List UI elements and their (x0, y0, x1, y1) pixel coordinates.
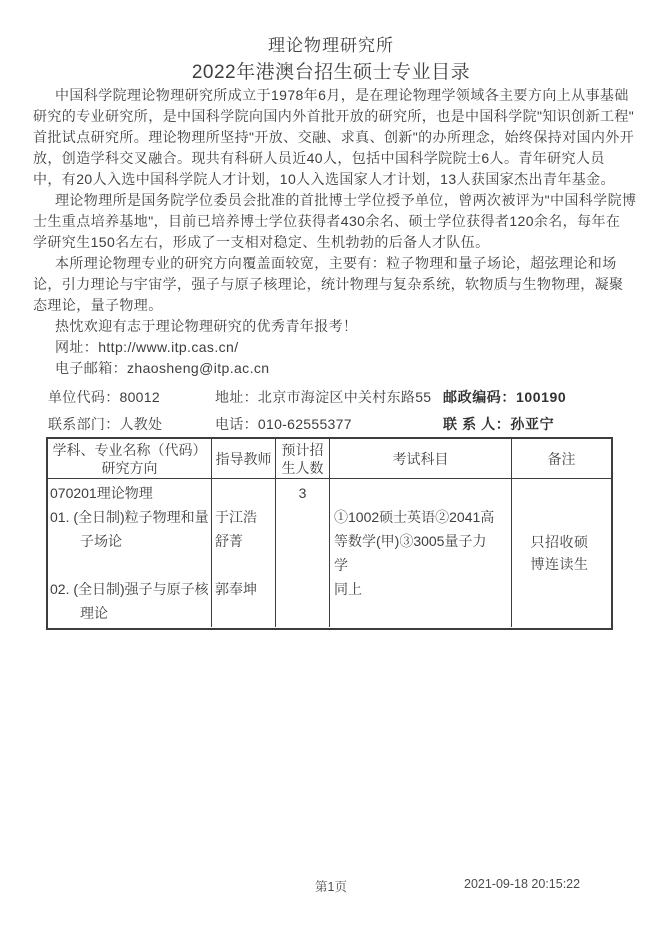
advisor-name: 于江浩 (215, 509, 257, 525)
address: 地址：北京市海淀区中关村东路55 (215, 389, 432, 405)
spacer-line (334, 481, 511, 505)
intro-line: 理论物理所是国务院学位委员会批准的首批博士学位授予单位，曾两次被评为"中国科学院博 (55, 192, 637, 208)
direction-02-wrap: 理论 (80, 605, 108, 621)
footer-page-number: 第1页 (315, 880, 347, 894)
header-advisor (212, 439, 276, 478)
intro-line: 本所理论物理专业的研究方向覆盖面较宽，主要有：粒子物理和量子场论，超弦理论和场 (55, 255, 617, 271)
intro-line: 首批试点研究所。理论物理所坚持"开放、交融、求真、创新"的办所理念，始终保持对国内外开 (33, 129, 635, 145)
exam-subjects-line: ①1002硕士英语②2041高 (334, 509, 495, 525)
intro-line: 中，有20人入选中国科学院人才计划，10人入选国家人才计划，13人获国家杰出青年基金。 (33, 171, 615, 187)
spacer-line (215, 601, 275, 625)
website-line: 网址：http://www.itp.cas.cn/ (55, 339, 239, 355)
major-code-line: 070201理论物理 (50, 485, 153, 501)
intro-line: 中国科学院理论物理研究所成立于1978年6月，是在理论物理学领域各主要方向上从事基础 (55, 87, 629, 103)
exam-same-as-above: 同上 (334, 581, 362, 597)
intro-line: 论，引力理论与宇宙学，强子与原子核理论，统计物理与复杂系统，软物质与生物物理，凝聚 (33, 276, 624, 292)
intro-section (33, 85, 643, 379)
spacer-line (215, 553, 275, 577)
intro-line: 士生重点培养基地"，目前已培养博士学位获得者430余名、硕士学位获得者120余名，每年在 (33, 213, 621, 229)
contact-department: 联系部门：人教处 (48, 416, 163, 432)
cell-major-direction (48, 479, 212, 627)
exam-subjects-line: 等数学(甲)③3005量子力 (334, 533, 487, 549)
direction-02-line: 02. (全日制)强子与原子核 (50, 581, 209, 597)
postal-code: 邮政编码：100190 (443, 389, 567, 405)
direction-01-line: 01. (全日制)粒子物理和量 (50, 509, 209, 525)
page-title: 理论物理研究所 (268, 36, 394, 55)
cell-exam-subjects (330, 479, 512, 627)
header-exam-label: 考试科目 (392, 450, 449, 467)
spacer-line (50, 553, 211, 577)
header-major-label: 学科、专业名称（代码） (52, 441, 207, 458)
enrollment-count: 3 (298, 485, 307, 501)
advisor-name: 舒菁 (215, 533, 243, 549)
header-remarks-label: 备注 (547, 450, 576, 467)
header-remarks (512, 439, 611, 478)
header-enrollment-label: 预计招生人数 (281, 441, 324, 476)
intro-line: 研究的专业研究所，是中国科学院向国内外首批开放的研究所，也是中国科学院"知识创新工程" (33, 108, 635, 124)
intro-line: 放，创造学科交叉融合。现共有科研人员近40人，包括中国科学院院士6人。青年研究人员 (33, 150, 605, 166)
spacer-line (215, 481, 275, 505)
exam-subjects-line: 学 (334, 557, 348, 573)
intro-line: 态理论，量子物理。 (33, 297, 163, 313)
admissions-table (46, 437, 613, 630)
table-header-row (48, 439, 611, 479)
header-major-direction (48, 439, 212, 478)
phone-number: 电话：010-62555377 (215, 416, 352, 432)
header-advisor-label: 指导教师 (215, 450, 272, 467)
header-direction-label: 研究方向 (101, 459, 158, 476)
contact-person: 联 系 人：孙亚宁 (443, 416, 555, 432)
table-body-row (48, 479, 611, 627)
header-exam-subjects (330, 439, 512, 478)
spacer-line (334, 601, 511, 625)
footer-timestamp: 2021-09-18 20:15:22 (464, 877, 581, 891)
remarks-text: 只招收硕博连读生 (530, 534, 589, 572)
intro-line: 学研究生150名左右，形成了一支相对稳定、生机勃勃的后备人才队伍。 (33, 234, 490, 250)
cell-advisors (212, 479, 276, 627)
unit-code: 单位代码：80012 (48, 389, 160, 405)
email-line: 电子邮箱：zhaosheng@itp.ac.cn (55, 360, 270, 376)
page-subtitle: 2022年港澳台招生硕士专业目录 (191, 62, 471, 83)
intro-welcome-line: 热忱欢迎有志于理论物理研究的优秀青年报考！ (55, 318, 358, 334)
direction-01-wrap: 子场论 (80, 533, 122, 549)
header-enrollment (276, 439, 330, 478)
cell-enrollment-count (276, 479, 330, 627)
cell-remarks (512, 479, 611, 627)
advisor-name: 郭奉坤 (215, 581, 257, 597)
